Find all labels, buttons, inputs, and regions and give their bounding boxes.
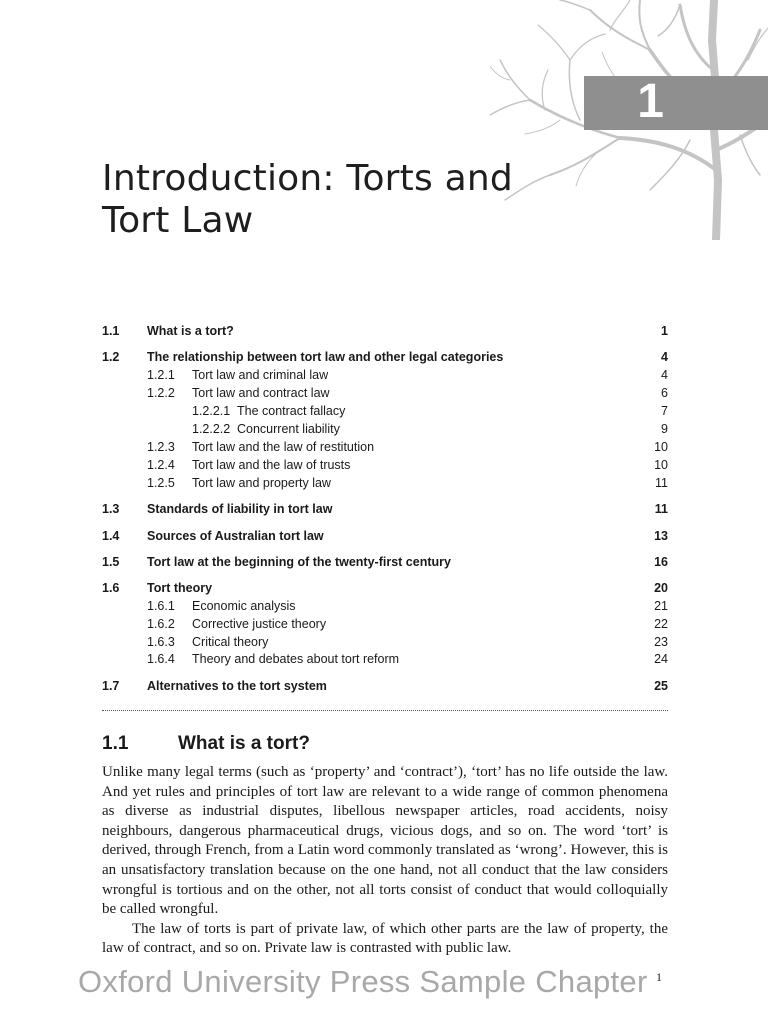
toc-page: 10 [654,458,668,472]
toc-number: 1.2.1 [147,368,175,382]
toc-entry-1-2[interactable] [102,348,668,366]
toc-label: Alternatives to the tort system [147,679,327,693]
toc-label: Tort law at the beginning of the twenty-first century [147,555,451,569]
toc-page: 6 [661,386,668,400]
toc-number: 1.6.4 [147,652,175,666]
section-divider [102,710,668,711]
toc-number: 1.2.2 [147,386,175,400]
toc-label: Standards of liability in tort law [147,502,333,516]
toc-number: 1.6.3 [147,635,175,649]
toc-label: Tort law and property law [192,476,331,490]
body-text [102,763,668,959]
toc-entry-1-2-2-2[interactable] [102,420,668,438]
watermark: Oxford University Press Sample Chapter [78,964,648,999]
toc-number: 1.3 [102,502,120,516]
toc-entry-1-6-1[interactable] [102,597,668,615]
toc-label: What is a tort? [147,324,234,338]
toc-number: 1.4 [102,529,120,543]
section-title: What is a tort? [178,733,310,754]
toc-label: Economic analysis [192,599,296,613]
toc-label: Tort law and contract law [192,386,330,400]
toc-page: 23 [654,635,668,649]
toc-label: Tort law and the law of trusts [192,458,351,472]
toc-number: 1.5 [102,555,120,569]
toc-number: 1.7 [102,679,120,693]
paragraph: The law of torts is part of private law, of which other parts are the law of property, the law of contract, and so on. Private law is contrasted with public law. [102,920,668,957]
toc-entry-1-2-2[interactable] [102,384,668,402]
toc-entry-1-2-1[interactable] [102,366,668,384]
toc-label: Sources of Australian tort law [147,529,324,543]
toc-number: 1.2.5 [147,476,175,490]
toc-label: Tort law and criminal law [192,368,329,382]
toc-page: 16 [654,555,668,569]
toc-entry-1-3[interactable] [102,500,668,518]
toc-page: 1 [661,324,668,338]
toc-page: 20 [654,581,668,595]
chapter-number: 1 [637,75,664,128]
toc-label: The relationship between tort law and other legal categories [147,350,504,364]
toc-page: 4 [661,350,668,364]
toc-page: 4 [661,368,668,382]
page-number: 1 [656,970,662,984]
toc-entry-1-5[interactable] [102,553,668,571]
toc-label: Critical theory [192,635,269,649]
toc-entry-1-7[interactable] [102,677,668,695]
toc-entry-1-4[interactable] [102,527,668,545]
toc-number: 1.6.1 [147,599,175,613]
toc-page: 25 [654,679,668,693]
toc-label: The contract fallacy [237,404,346,418]
toc-entry-1-2-3[interactable] [102,438,668,456]
chapter-number-box [584,76,768,130]
toc-page: 22 [654,617,668,631]
toc-number: 1.2.2.1 [192,404,231,418]
toc-entry-1-2-5[interactable] [102,474,668,492]
toc-page: 11 [655,476,668,490]
toc-number: 1.2 [102,350,120,364]
chapter-title-line1: Introduction: Torts and [102,158,513,199]
toc-entry-1-2-4[interactable] [102,456,668,474]
section-number: 1.1 [102,733,129,754]
toc-page: 24 [654,652,668,666]
toc-number: 1.6.2 [147,617,175,631]
toc-entry-1-6-3[interactable] [102,633,668,651]
toc-page: 13 [654,529,668,543]
toc-page: 11 [654,502,668,516]
toc-page: 7 [661,404,668,418]
toc-entry-1-2-2-1[interactable] [102,402,668,420]
toc-entry-1-1[interactable] [102,322,668,340]
toc-page: 21 [654,599,668,613]
toc-label: Theory and debates about tort reform [192,652,400,666]
toc-page: 9 [661,422,668,436]
chapter-title [102,158,542,242]
toc-page: 10 [654,440,668,454]
toc-number: 1.2.2.2 [192,422,231,436]
paragraph: Unlike many legal terms (such as ‘property’ and ‘contract’), ‘tort’ has no life outside the law. And yet rules and principles of tort law are relevant to a wide range of common phenomena as diverse as industrial disputes, libellous newspaper articles, road accidents, noisy neighbours, dangerous pharmaceutical drugs, vicious dogs, and so on. The word ‘tort’ is derived, through French, from a Latin word commonly translated as ‘wrong’. However, this is an unsatisfactory translation because on the one hand, not all conduct that the law considers wrongful is tortious and on the other, not all torts consist of conduct that would colloquially be called wrongful. [102,764,668,918]
toc-label: Concurrent liability [237,422,340,436]
toc-number: 1.1 [102,324,120,338]
toc-entry-1-6-2[interactable] [102,615,668,633]
toc-label: Corrective justice theory [192,617,327,631]
toc-number: 1.6 [102,581,120,595]
toc-label: Tort theory [147,581,213,595]
chapter-title-line2: Tort Law [102,200,254,241]
toc-entry-1-6[interactable] [102,579,668,597]
toc-label: Tort law and the law of restitution [192,440,375,454]
toc-entry-1-6-4[interactable] [102,650,668,668]
toc-number: 1.2.3 [147,440,175,454]
toc-number: 1.2.4 [147,458,175,472]
